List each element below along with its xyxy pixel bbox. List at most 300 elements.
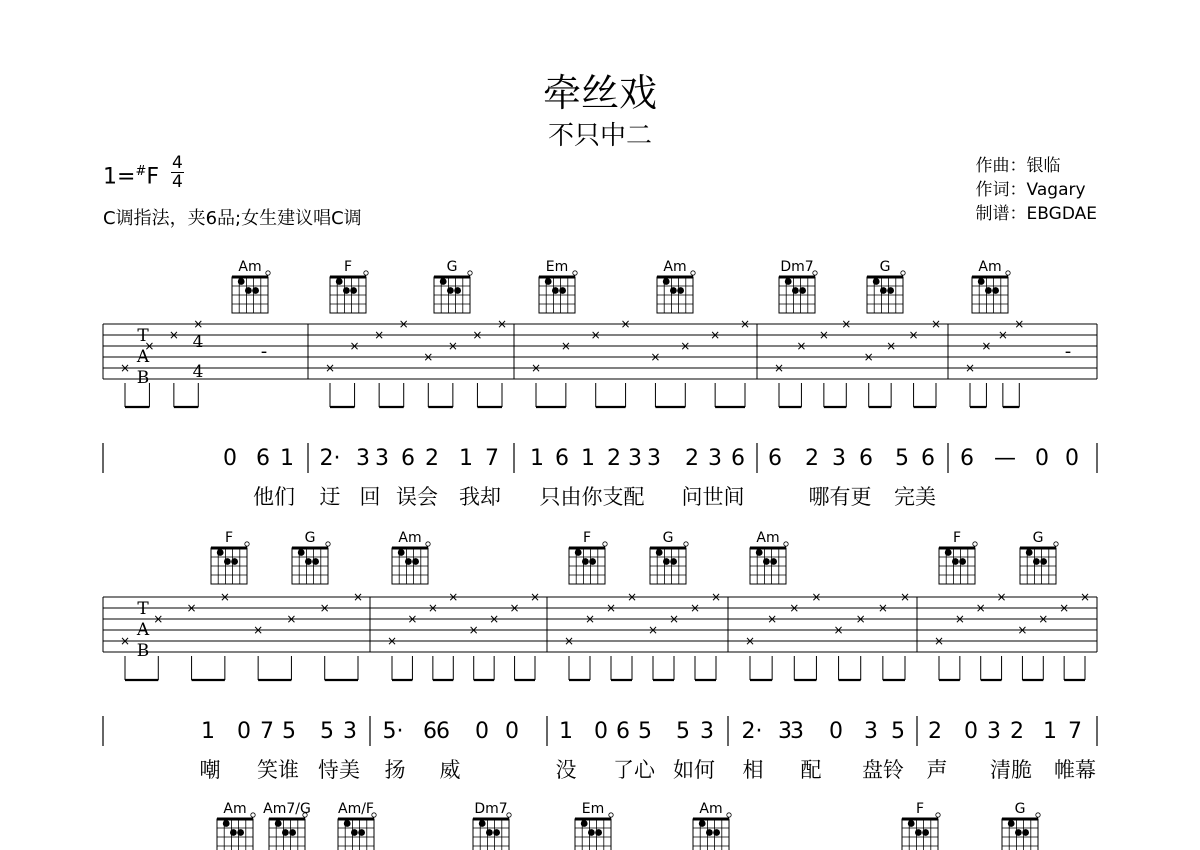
note-digit: 6 xyxy=(960,446,974,471)
finger-dot xyxy=(351,829,358,836)
song-title: 牵丝戏 xyxy=(542,71,657,115)
finger-dot xyxy=(238,278,245,285)
rest-mark: - xyxy=(1064,341,1072,362)
pick-x: × xyxy=(407,612,418,626)
lyric-word: 回 xyxy=(359,485,381,509)
pick-x: × xyxy=(386,634,398,648)
finger-dot xyxy=(289,829,296,836)
lyric-word: 迂 xyxy=(319,485,341,509)
pick-x: × xyxy=(833,623,844,637)
note-digit: 1 xyxy=(581,446,595,471)
chord-name: Am xyxy=(398,530,422,546)
chord-name: Am xyxy=(663,259,687,275)
lyric-word: 哪有更 xyxy=(808,485,872,509)
chord-diagram xyxy=(939,530,977,584)
note-digit: 2 xyxy=(805,446,819,471)
finger-dot xyxy=(224,558,231,565)
finger-dot xyxy=(336,278,343,285)
pick-x: × xyxy=(563,634,575,648)
tab-clef-letter: A xyxy=(136,620,150,640)
pick-x: × xyxy=(584,612,596,626)
note-digit: 0 xyxy=(1035,446,1049,471)
pick-x: × xyxy=(119,361,131,375)
finger-dot xyxy=(663,558,670,565)
chord-diagram xyxy=(750,530,788,584)
pick-x: × xyxy=(680,339,691,353)
finger-dot xyxy=(706,829,713,836)
note-digit: 6 xyxy=(423,719,437,744)
time-signature-denominator: 4 xyxy=(172,172,183,192)
pick-x: × xyxy=(908,328,919,342)
finger-dot xyxy=(312,558,319,565)
note-digit: 1 xyxy=(530,446,544,471)
pick-x: × xyxy=(863,350,874,364)
pick-x: × xyxy=(468,623,479,637)
pick-x: × xyxy=(423,350,434,364)
lyric-word: 清脆 xyxy=(990,758,1032,782)
lyric-word: 了心 xyxy=(613,758,655,782)
chord-diagram xyxy=(330,259,368,313)
finger-dot xyxy=(1033,558,1040,565)
chord-diagram xyxy=(575,801,613,850)
note-digit: — xyxy=(994,446,1016,471)
pick-x: × xyxy=(447,339,458,353)
finger-dot xyxy=(792,287,799,294)
pick-x: × xyxy=(668,612,680,626)
lyric-word: 帷幕 xyxy=(1054,758,1096,782)
finger-dot xyxy=(677,287,684,294)
song-artist: 不只中二 xyxy=(547,121,652,151)
lyric-word: 盘铃 xyxy=(862,758,904,782)
lyric-word: 恃美 xyxy=(318,758,360,782)
chord-name: Am7/G xyxy=(263,801,311,817)
pick-x: × xyxy=(877,601,888,615)
pick-x: × xyxy=(811,590,822,604)
finger-dot xyxy=(1026,549,1033,556)
finger-dot xyxy=(559,287,566,294)
key-prefix: 1= xyxy=(103,164,136,190)
note-digit: 3 xyxy=(647,446,661,471)
pick-x: × xyxy=(352,590,364,604)
tab-time-denominator: 4 xyxy=(192,362,204,382)
open-string-mark xyxy=(684,542,688,546)
lyric-word: 他们 xyxy=(253,485,295,509)
note-digit: 6 xyxy=(436,719,450,744)
finger-dot xyxy=(412,558,419,565)
finger-dot xyxy=(305,558,312,565)
chord-name: F xyxy=(582,530,592,546)
pick-x: × xyxy=(767,612,778,626)
finger-dot xyxy=(275,820,282,827)
chord-diagram xyxy=(539,259,577,313)
open-string-mark xyxy=(1036,813,1040,817)
note-digit: 2 xyxy=(928,719,942,744)
chord-name: G xyxy=(304,530,316,546)
finger-dot xyxy=(656,549,663,556)
open-string-mark xyxy=(1054,542,1058,546)
chord-name: Em xyxy=(545,259,569,275)
finger-dot xyxy=(699,820,706,827)
chord-diagram xyxy=(657,259,695,313)
note-digit: 2 xyxy=(685,446,699,471)
finger-dot xyxy=(588,829,595,836)
tab-time-numerator: 4 xyxy=(192,332,204,352)
note-digit: 0 xyxy=(964,719,978,744)
note-digit: 0 xyxy=(237,719,251,744)
note-digit: 6 xyxy=(731,446,745,471)
note-digit: 3 xyxy=(790,719,804,744)
pick-x: × xyxy=(319,601,330,615)
chord-diagram xyxy=(392,530,430,584)
pick-x: × xyxy=(253,623,264,637)
lyric-word: 嘲 xyxy=(199,758,221,782)
note-digit: 6 xyxy=(921,446,935,471)
pick-x: × xyxy=(1017,623,1028,637)
finger-dot xyxy=(282,829,289,836)
pick-x: × xyxy=(144,339,155,353)
chord-diagram xyxy=(1002,801,1040,850)
finger-dot xyxy=(398,549,405,556)
lyric-word: 声 xyxy=(926,758,948,782)
open-string-mark xyxy=(603,542,607,546)
open-string-mark xyxy=(245,542,249,546)
finger-dot xyxy=(343,287,350,294)
open-string-mark xyxy=(727,813,731,817)
finger-dot xyxy=(985,287,992,294)
chord-name: G xyxy=(1032,530,1044,546)
finger-dot xyxy=(880,287,887,294)
note-digit: 7 xyxy=(260,719,274,744)
note-digit: 1 xyxy=(201,719,215,744)
finger-dot xyxy=(785,278,792,285)
finger-dot xyxy=(486,829,493,836)
pick-x: × xyxy=(620,317,631,331)
open-string-mark xyxy=(936,813,940,817)
capo-tip: C调指法，夹6品;女生建议唱C调 xyxy=(103,208,362,229)
pick-x: × xyxy=(841,317,852,331)
note-digit: 3 xyxy=(700,719,714,744)
finger-dot xyxy=(405,558,412,565)
pick-x: × xyxy=(975,601,986,615)
finger-dot xyxy=(908,820,915,827)
finger-dot xyxy=(978,278,985,285)
chord-diagram xyxy=(972,259,1010,313)
chord-diagram xyxy=(867,259,905,313)
pick-x: × xyxy=(427,601,438,615)
note-digit: 3 xyxy=(375,446,389,471)
composer: 作曲：银临 xyxy=(975,156,1061,176)
finger-dot xyxy=(1040,558,1047,565)
finger-dot xyxy=(454,287,461,294)
chord-diagram xyxy=(569,530,607,584)
note-digit: 2· xyxy=(319,446,341,471)
chord-name: Am xyxy=(756,530,780,546)
notation-line xyxy=(103,716,1097,782)
note-digit: 3 xyxy=(778,719,792,744)
pick-x: × xyxy=(153,612,164,626)
chord-diagram xyxy=(338,801,376,850)
chord-diagram xyxy=(473,801,511,850)
finger-dot xyxy=(440,278,447,285)
chord-name: G xyxy=(879,259,891,275)
finger-dot xyxy=(493,829,500,836)
pick-x: × xyxy=(899,590,911,604)
pick-x: × xyxy=(710,328,721,342)
finger-dot xyxy=(298,549,305,556)
pick-x: × xyxy=(168,328,179,342)
pick-x: × xyxy=(739,317,751,331)
finger-dot xyxy=(670,558,677,565)
lyric-word: 没 xyxy=(555,758,577,782)
notation-line xyxy=(103,443,1097,509)
finger-dot xyxy=(358,829,365,836)
chord-name: Am xyxy=(978,259,1002,275)
lyric-word: 配 xyxy=(800,758,822,782)
pick-x: × xyxy=(489,612,500,626)
chord-name: G xyxy=(662,530,674,546)
numbered-notation xyxy=(103,443,1097,782)
pick-x: × xyxy=(1079,590,1091,604)
chord-diagram xyxy=(217,801,255,850)
note-digit: 0 xyxy=(829,719,843,744)
note-digit: 6 xyxy=(768,446,782,471)
pick-x: × xyxy=(773,361,785,375)
pick-x: × xyxy=(374,328,385,342)
lyric-word: 我却 xyxy=(459,485,501,509)
finger-dot xyxy=(552,287,559,294)
lyricist: 作词：Vagary xyxy=(975,180,1086,200)
finger-dot xyxy=(945,549,952,556)
lyric-word: 误会 xyxy=(396,485,438,509)
finger-dot xyxy=(663,278,670,285)
finger-dot xyxy=(575,549,582,556)
chord-name: Am xyxy=(238,259,262,275)
finger-dot xyxy=(545,278,552,285)
pick-x: × xyxy=(650,350,661,364)
pick-x: × xyxy=(605,601,617,615)
finger-dot xyxy=(799,287,806,294)
open-string-mark xyxy=(691,271,695,275)
pick-x: × xyxy=(529,590,541,604)
finger-dot xyxy=(245,287,252,294)
lyric-word: 笑谁 xyxy=(257,758,299,782)
pick-x: × xyxy=(996,590,1007,604)
open-string-mark xyxy=(326,542,330,546)
note-digit: 5 xyxy=(320,719,334,744)
open-string-mark xyxy=(901,271,905,275)
open-string-mark xyxy=(609,813,613,817)
note-digit: 3 xyxy=(343,719,357,744)
tab-staff xyxy=(103,317,1097,407)
pick-x: × xyxy=(818,328,829,342)
tab-clef-letter: B xyxy=(136,641,150,661)
finger-dot xyxy=(1008,820,1015,827)
chord-name: Am xyxy=(223,801,247,817)
note-digit: 0 xyxy=(1065,446,1079,471)
open-string-mark xyxy=(426,542,430,546)
note-digit: 3 xyxy=(356,446,370,471)
note-digit: 3 xyxy=(628,446,642,471)
finger-dot xyxy=(756,549,763,556)
pick-x: × xyxy=(710,590,722,604)
tab-clef-letter: T xyxy=(137,326,149,346)
chord-name: G xyxy=(1014,801,1026,817)
pick-x: × xyxy=(933,634,945,648)
finger-dot xyxy=(230,829,237,836)
pick-x: × xyxy=(789,601,800,615)
note-digit: 6 xyxy=(401,446,415,471)
note-digit: 1 xyxy=(280,446,294,471)
rest-mark: - xyxy=(260,341,268,362)
chord-diagram xyxy=(232,259,270,313)
transcriber: 制谱：EBGDAE xyxy=(975,204,1097,224)
finger-dot xyxy=(952,558,959,565)
pick-x: × xyxy=(1059,601,1070,615)
lyric-word: 问世间 xyxy=(681,485,745,509)
pick-x: × xyxy=(324,361,336,375)
pick-x: × xyxy=(448,590,459,604)
note-digit: 1 xyxy=(559,719,573,744)
finger-dot xyxy=(670,287,677,294)
finger-dot xyxy=(770,558,777,565)
key-note: F xyxy=(146,164,159,190)
open-string-mark xyxy=(1006,271,1010,275)
pick-x: × xyxy=(496,317,508,331)
lyric-word: 完美 xyxy=(894,485,936,509)
finger-dot xyxy=(887,287,894,294)
finger-dot xyxy=(447,287,454,294)
note-digit: 6 xyxy=(859,446,873,471)
finger-dot xyxy=(589,558,596,565)
pick-x: × xyxy=(398,317,409,331)
note-digit: 5 xyxy=(282,719,296,744)
chord-diagram xyxy=(263,801,311,850)
note-digit: 7 xyxy=(485,446,499,471)
chord-diagram xyxy=(211,530,249,584)
pick-x: × xyxy=(472,328,483,342)
note-digit: 2 xyxy=(607,446,621,471)
note-digit: 5· xyxy=(382,719,404,744)
lyric-word: 只由你支配 xyxy=(539,485,645,509)
finger-dot xyxy=(237,829,244,836)
note-digit: 0 xyxy=(594,719,608,744)
note-digit: 0 xyxy=(223,446,237,471)
pick-x: × xyxy=(186,601,197,615)
open-string-mark xyxy=(784,542,788,546)
lyric-word: 如何 xyxy=(673,758,715,782)
open-string-mark xyxy=(364,271,368,275)
pick-x: × xyxy=(647,623,659,637)
note-digit: 6 xyxy=(256,446,270,471)
pick-x: × xyxy=(193,317,204,331)
pick-x: × xyxy=(997,328,1008,342)
pick-x: × xyxy=(855,612,866,626)
open-string-mark xyxy=(251,813,255,817)
note-digit: 0 xyxy=(475,719,489,744)
open-string-mark xyxy=(266,271,270,275)
pick-x: × xyxy=(349,339,360,353)
pick-x: × xyxy=(1038,612,1049,626)
note-digit: 6 xyxy=(616,719,630,744)
note-digit: 1 xyxy=(1043,719,1057,744)
note-digit: 5 xyxy=(895,446,909,471)
pick-x: × xyxy=(590,328,601,342)
finger-dot xyxy=(1022,829,1029,836)
pick-x: × xyxy=(796,339,807,353)
lyric-word: 扬 xyxy=(384,758,406,782)
pick-x: × xyxy=(930,317,942,331)
pick-x: × xyxy=(954,612,965,626)
open-string-mark xyxy=(468,271,472,275)
tab-clef-letter: A xyxy=(136,347,150,367)
pick-x: × xyxy=(689,601,701,615)
finger-dot xyxy=(344,820,351,827)
pick-x: × xyxy=(219,590,230,604)
chord-name: Am xyxy=(699,801,723,817)
chord-name: Dm7 xyxy=(474,801,508,817)
note-digit: 2· xyxy=(741,719,763,744)
pick-x: × xyxy=(964,361,976,375)
chord-diagram xyxy=(434,259,472,313)
tab-clef-letter: T xyxy=(137,599,149,619)
chord-name: Dm7 xyxy=(780,259,814,275)
pick-x: × xyxy=(286,612,297,626)
note-digit: 5 xyxy=(676,719,690,744)
finger-dot xyxy=(763,558,770,565)
tab-clef-letter: B xyxy=(136,368,150,388)
finger-dot xyxy=(1015,829,1022,836)
chord-name: F xyxy=(915,801,925,817)
chord-diagram xyxy=(292,530,330,584)
pick-x: × xyxy=(560,339,571,353)
note-digit: 0 xyxy=(505,719,519,744)
note-digit: 2 xyxy=(1010,719,1024,744)
finger-dot xyxy=(231,558,238,565)
chord-diagram xyxy=(693,801,731,850)
time-signature-numerator: 4 xyxy=(172,153,183,173)
finger-dot xyxy=(479,820,486,827)
pick-x: × xyxy=(119,634,131,648)
finger-dot xyxy=(992,287,999,294)
chord-name: F xyxy=(343,259,353,275)
chord-diagram xyxy=(650,530,688,584)
note-digit: 5 xyxy=(638,719,652,744)
finger-dot xyxy=(252,287,259,294)
finger-dot xyxy=(350,287,357,294)
note-digit: 2 xyxy=(425,446,439,471)
chord-name: Am/F xyxy=(338,801,374,817)
chord-name: G xyxy=(446,259,458,275)
pick-x: × xyxy=(744,634,756,648)
open-string-mark xyxy=(573,271,577,275)
pick-x: × xyxy=(509,601,520,615)
chord-diagram xyxy=(779,259,817,313)
chord-name: Em xyxy=(581,801,605,817)
note-digit: 3 xyxy=(832,446,846,471)
finger-dot xyxy=(959,558,966,565)
note-digit: 3 xyxy=(987,719,1001,744)
finger-dot xyxy=(595,829,602,836)
note-digit: 6 xyxy=(555,446,569,471)
finger-dot xyxy=(223,820,230,827)
finger-dot xyxy=(713,829,720,836)
note-digit: 3 xyxy=(708,446,722,471)
note-digit: 3 xyxy=(864,719,878,744)
finger-dot xyxy=(922,829,929,836)
finger-dot xyxy=(581,820,588,827)
finger-dot xyxy=(873,278,880,285)
finger-dot xyxy=(582,558,589,565)
